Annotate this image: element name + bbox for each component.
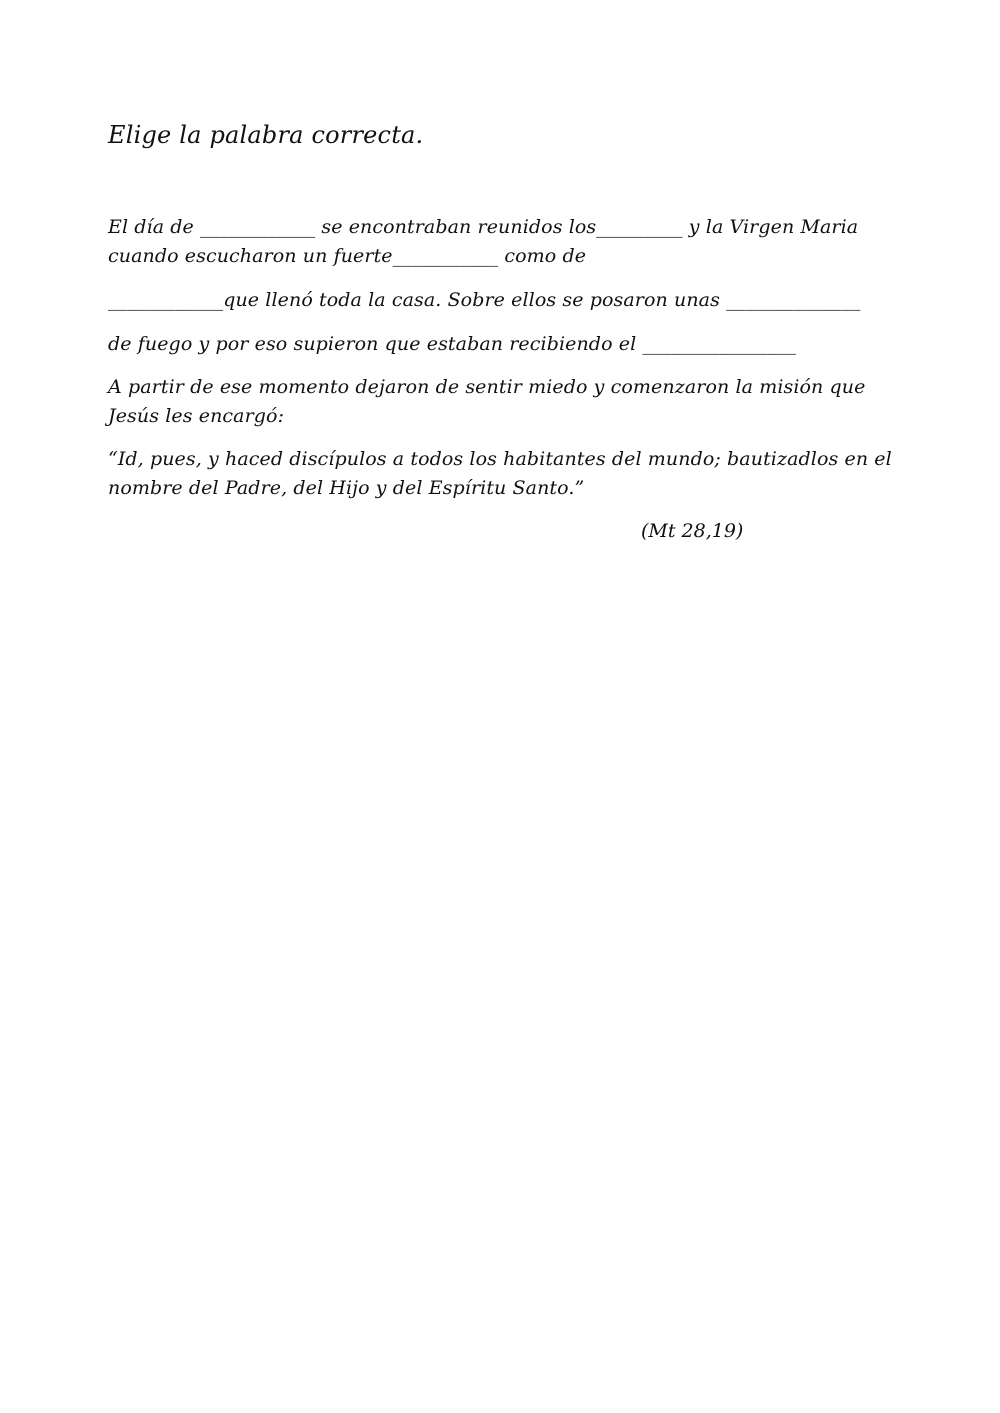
quote-line-1: “Id, pues, y haced discípulos a todos los habitantes del mundo; bautizadlos en el (108, 448, 892, 470)
paragraph-pentecost-intro (108, 213, 958, 271)
fill-in-line-1: El día de ____________ se encontraban reunidos los_________ y la Virgen Maria (108, 216, 859, 238)
bible-quote (108, 445, 958, 503)
bible-citation: (Mt 28,19) (641, 520, 744, 542)
instruction-heading: Elige la palabra correcta. (108, 121, 424, 149)
fill-in-line-2: cuando escucharon un fuerte___________ como de (108, 245, 587, 267)
fill-in-line-4: de fuego y por eso supieron que estaban recibiendo el ________________ (108, 333, 797, 355)
mission-line-1: A partir de ese momento dejaron de sentir miedo y comenzaron la misión que (108, 376, 866, 398)
quote-line-2: nombre del Padre, del Hijo y del Espíritu Santo.” (108, 477, 585, 499)
mission-line-2: Jesús les encargó: (108, 405, 285, 427)
fill-in-line-3: ____________que llenó toda la casa. Sobre ellos se posaron unas ______________ (108, 289, 861, 311)
paragraph-mission (108, 373, 958, 431)
